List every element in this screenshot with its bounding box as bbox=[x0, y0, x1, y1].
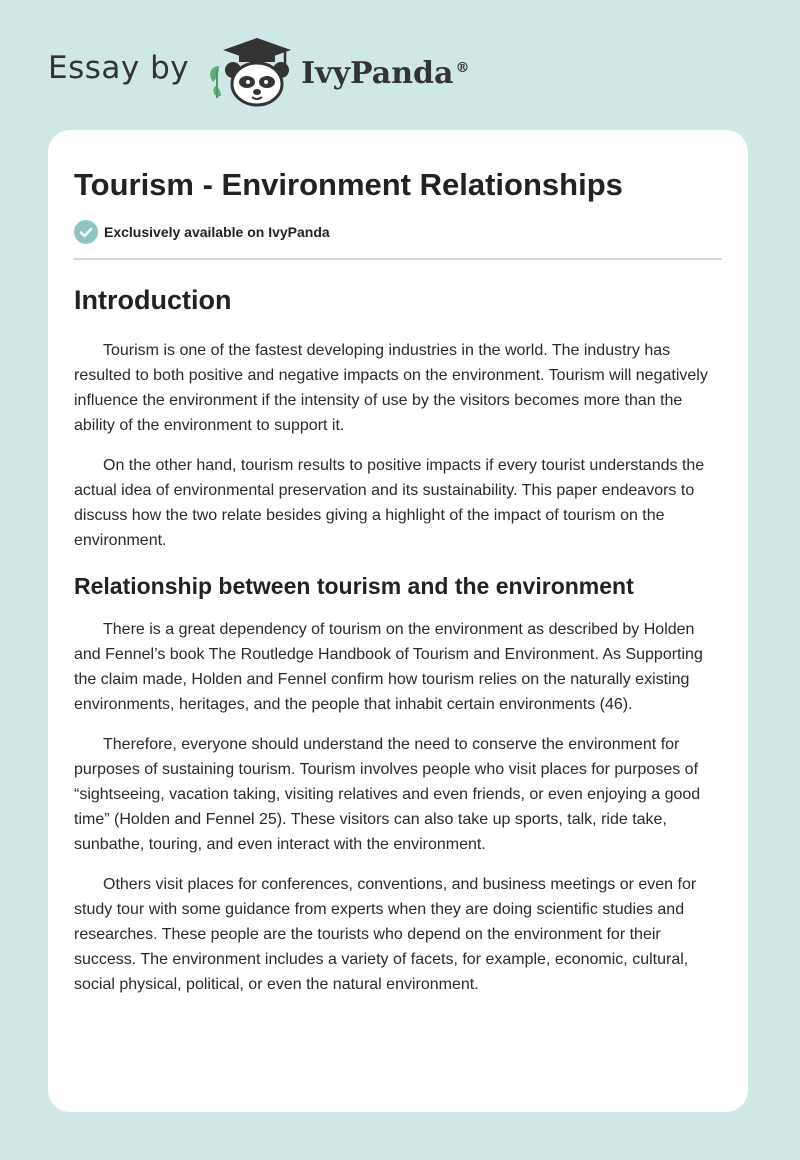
essay-title: Tourism - Environment Relationships bbox=[74, 167, 623, 202]
essay-by-label: Essay by bbox=[48, 50, 190, 86]
paragraph: Therefore, everyone should understand the need to conserve the environment for purposes of sustaining tourism. Tourism involves people who visit places for purposes of “sightseeing, vacation taking, visiting relatives and even friends, or even enjoying a good time” (Holden and Fennel 25). These visitors can also take up sports, talk, ride take, sunbathe, touring, and even interact with the environment. bbox=[74, 736, 701, 853]
panda-graduate-icon[interactable] bbox=[205, 36, 297, 108]
paragraph: Tourism is one of the fastest developing industries in the world. The industry has resulted to both positive and negative impacts on the environment. Tourism will negatively influence the environment if the intensity of use by the visitors becomes more than the ability of the environment to support it. bbox=[74, 342, 708, 434]
brand-name-text: IvyPanda bbox=[301, 55, 454, 91]
exclusive-badge-label: Exclusively available on IvyPanda bbox=[104, 224, 330, 240]
site-header bbox=[48, 36, 469, 108]
brand-name[interactable] bbox=[301, 56, 469, 91]
exclusive-badge bbox=[74, 219, 722, 245]
paragraph: On the other hand, tourism results to positive impacts if every tourist understands the actual idea of environmental preservation and its sustainability. This paper endeavors to discuss how the two relate besides giving a highlight of the impact of tourism on the environment. bbox=[74, 457, 705, 549]
paragraph: Others visit places for conferences, conventions, and business meetings or even for study tour with some guidance from experts when they are doing scientific studies and researches. These people are the tourists who depend on the environment for their success. The environment includes a variety of facets, for example, economic, cultural, social physical, political, or even the natural environment. bbox=[74, 876, 697, 993]
paragraph: There is a great dependency of tourism on the environment as described by Holden and Fennel’s book The Routledge Handbook of Tourism and Environment. As Supporting the claim made, Holden and Fennel confirm how tourism relies on the naturally existing environments, heritages, and the people that inhabit certain environments (46). bbox=[74, 621, 703, 713]
title-divider bbox=[74, 258, 722, 260]
essay-card bbox=[48, 130, 748, 1112]
section-heading-relationship: Relationship between tourism and the environment bbox=[74, 573, 634, 599]
section-heading-introduction: Introduction bbox=[74, 285, 232, 315]
check-circle-icon bbox=[74, 220, 98, 244]
registered-mark: ® bbox=[455, 59, 470, 76]
